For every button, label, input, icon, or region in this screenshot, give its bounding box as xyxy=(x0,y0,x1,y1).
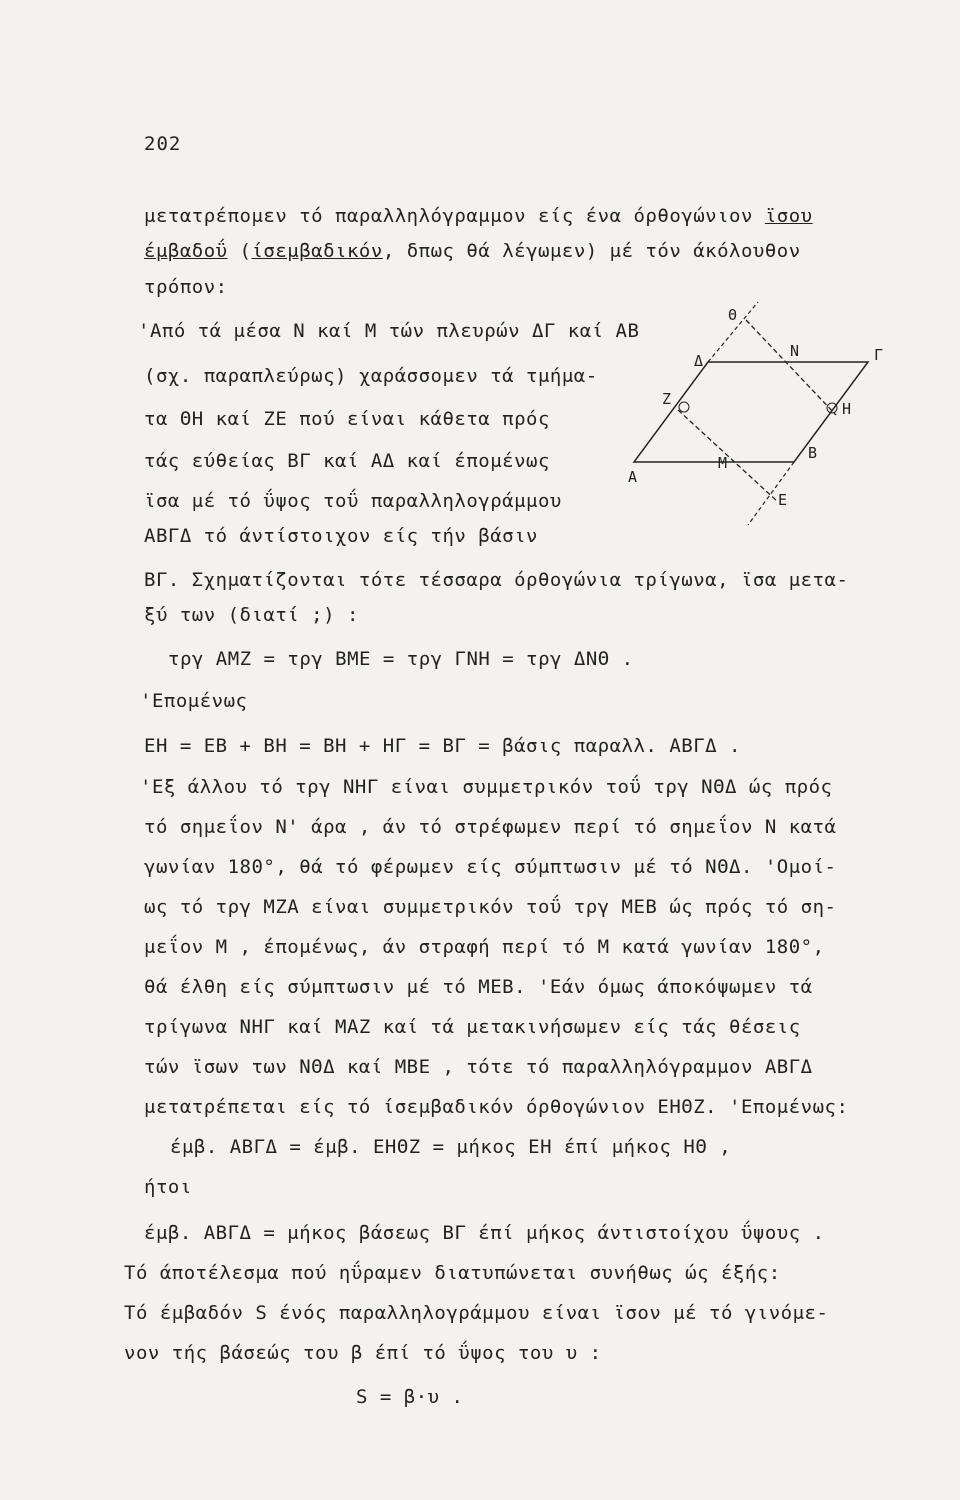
text-line-13: 'Επομένως xyxy=(140,690,248,712)
label-beta: B xyxy=(808,444,818,462)
line-1-underlined: ϊσου xyxy=(764,205,813,227)
label-theta: Θ xyxy=(728,306,738,324)
text-line-23: μετατρέπεται είς τό ίσεμβαδικόν όρθογώνιον ΕΗΘΖ. 'Επομένως: xyxy=(144,1096,849,1118)
right-angle-mark-z xyxy=(679,402,689,412)
text-line-16: τό σημεΐον Ν' άρα , άν τό στρέφωμεν περί τό σημεΐον Ν κατά xyxy=(144,816,837,838)
text-line-8: ϊσα μέ τό ΰψος τοΰ παραλληλογράμμου xyxy=(144,490,562,512)
line-2-underlined-2: ίσεμβαδικόν xyxy=(251,240,383,262)
text-line-29: νον τής βάσεώς του β έπί τό ΰψος του υ : xyxy=(124,1342,602,1364)
text-line-17: γωνίαν 180°, θά τό φέρωμεν είς σύμπτωσιν μέ τό ΝΘΔ. 'Ομοί- xyxy=(144,856,837,878)
line-2-underlined: έμβαδοΰ xyxy=(144,240,228,262)
parallelogram-figure xyxy=(618,290,898,540)
text-line-4: 'Από τά μέσα N καί M τών πλευρών ΔΓ καί AB xyxy=(138,320,640,342)
text-line-14: ΕΗ = ΕΒ + ΒΗ = ΒΗ + ΗΓ = ΒΓ = βάσις παραλλ. ΑΒΓΔ . xyxy=(144,735,741,757)
text-line-24: έμβ. ΑΒΓΔ = έμβ. ΕΗΘΖ = μήκος ΕΗ έπί μήκος ΗΘ , xyxy=(170,1136,732,1158)
line-beta-epsilon xyxy=(748,462,794,525)
text-line-10: ΒΓ. Σχηματίζονται τότε τέσσαρα όρθογώνια τρίγωνα, ϊσα μετα- xyxy=(144,569,849,591)
line-theta-eta xyxy=(746,320,836,415)
text-line-11: ξύ των (διατί ;) : xyxy=(144,604,359,626)
text-line-22: τών ϊσων των ΝΘΔ καί ΜΒΕ , τότε τό παραλληλόγραμμον ΑΒΓΔ xyxy=(144,1056,813,1078)
label-eta: H xyxy=(842,400,852,418)
text-line-5: (σχ. παραπλεύρως) χαράσσομεν τά τμήμα- xyxy=(144,365,598,387)
label-zeta: Z xyxy=(662,390,672,408)
line-1-text: μετατρέπομεν τό παραλληλόγραμμον είς ένα όρθογώνιον xyxy=(144,205,765,227)
text-line-25: ήτοι xyxy=(144,1176,192,1198)
label-gamma: Γ xyxy=(874,346,884,364)
text-line-28: Τό έμβαδόν S ένός παραλληλογράμμου είναι ϊσον μέ τό γινόμε- xyxy=(124,1302,829,1324)
text-line-26: έμβ. ΑΒΓΔ = μήκος βάσεως ΒΓ έπί μήκος άντιστοίχου ΰψους . xyxy=(144,1222,825,1244)
line-2-text-2: , δπως θά λέγωμεν) μέ τόν άκόλουθον xyxy=(382,240,801,262)
text-line-6: τα ΘΗ καί ΖΕ πού είναι κάθετα πρός xyxy=(144,408,550,430)
text-line-18: ως τό τργ ΜΖΑ είναι συμμετρικόν τοΰ τργ ΜΕΒ ώς πρός τό ση- xyxy=(144,896,837,918)
line-zeta-epsilon xyxy=(678,410,778,502)
text-line-7: τάς εύθείας ΒΓ καί ΑΔ καί έπομένως xyxy=(144,450,550,472)
page-number: 202 xyxy=(144,133,182,155)
label-alpha: A xyxy=(628,468,638,486)
label-epsilon: E xyxy=(778,491,788,509)
text-line-21: τρίγωνα ΝΗΓ καί ΜΑΖ καί τά μετακινήσωμεν είς τάς θέσεις xyxy=(144,1016,801,1038)
text-line-19: μεΐον Μ , έπομένως, άν στραφή περί τό Μ κατά γωνίαν 180°, xyxy=(144,936,825,958)
text-line-12: τργ ΑΜΖ = τργ ΒΜΕ = τργ ΓΝΗ = τργ ΔΝΘ . xyxy=(168,648,634,670)
label-mu: M xyxy=(718,454,728,472)
text-line-1 xyxy=(144,205,813,227)
text-line-15: 'Εξ άλλου τό τργ ΝΗΓ είναι συμμετρικόν τοΰ τργ ΝΘΔ ώς πρός xyxy=(140,776,833,798)
label-delta: Δ xyxy=(694,352,704,370)
text-line-27: Τό άποτέλεσμα πού ηΰραμεν διατυπώνεται συνήθως ώς έξής: xyxy=(124,1262,781,1284)
text-line-3: τρόπον: xyxy=(144,276,228,298)
parallelogram-shape xyxy=(634,362,868,462)
text-line-30: S = β·υ . xyxy=(356,1386,464,1408)
text-line-2 xyxy=(144,240,801,262)
text-line-20: θά έλθη είς σύμπτωσιν μέ τό ΜΕΒ. 'Εάν όμως άποκόψωμεν τά xyxy=(144,976,813,998)
line-2-text: ( xyxy=(227,240,252,262)
text-line-9: ΑΒΓΔ τό άντίστοιχον είς τήν βάσιν xyxy=(144,525,538,547)
label-n: N xyxy=(790,342,800,360)
